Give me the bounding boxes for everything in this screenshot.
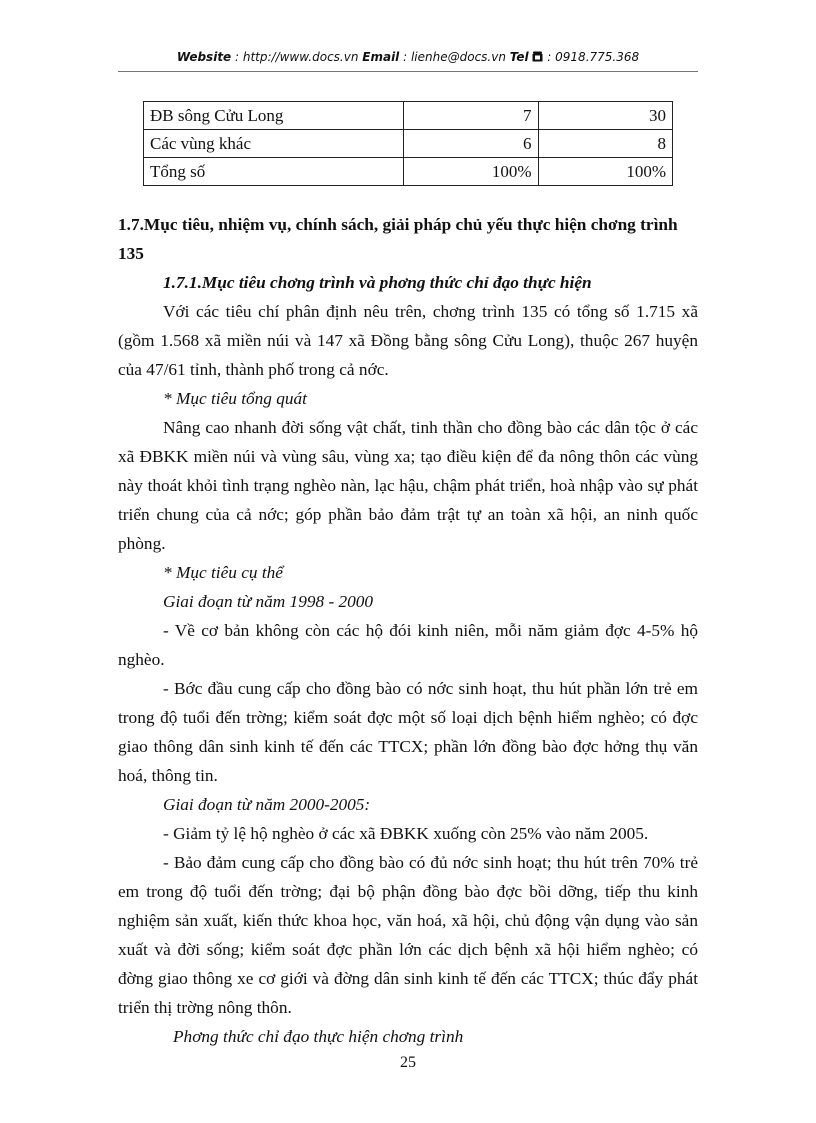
table-cell-value: 7 (404, 102, 539, 130)
email-label: Email (362, 50, 400, 64)
table-cell-label: Tổng số (144, 158, 404, 186)
table-cell-value: 30 (538, 102, 673, 130)
website-value: : http://www.docs.vn (231, 50, 363, 64)
document-body (118, 210, 698, 1051)
table-row (144, 130, 673, 158)
page-number: 25 (400, 1054, 416, 1071)
goal-general-label: * Mục tiêu tổng quát (163, 389, 307, 408)
table-row (144, 102, 673, 130)
paragraph: Nâng cao nhanh đời sống vật chất, tinh thần cho đồng bào các dân tộc ở các xã ĐBKK miền núi và vùng sâu, vùng xa; tạo điều kiện để đa nông thôn các vùng này thoát khỏi tình trạng nghèo nàn, lạc hậu, chậm phát triển, hoà nhập vào sự phát triển chung của cả nớc; góp phần bảo đảm trật tự an toàn xã hội, an ninh quốc phòng. (118, 418, 698, 553)
list-item: - Bảo đảm cung cấp cho đồng bào có đủ nớc sinh hoạt; thu hút trên 70% trẻ em trong độ tuổi đến trờng; đại bộ phận đồng bào đợc bồi dỡng, tiếp thu kinh nghiệm sản xuất, kiến thức khoa học, văn hoá, xã hội, chủ động vận dụng vào sản xuất và đời sống; kiểm soát đợc phần lớn các dịch bệnh xã hội hiểm nghèo; có đờng giao thông xe cơ giới và đờng dân sinh kinh tế đến các TTCX; thúc đẩy phát triển thị trờng nông thôn. (118, 853, 698, 1017)
goal-specific-label: * Mục tiêu cụ thể (163, 563, 283, 582)
region-table (143, 101, 673, 186)
table-cell-label: Các vùng khác (144, 130, 404, 158)
subsection-heading: 1.7.1.Mục tiêu chơng trình và phơng thức chỉ đạo thực hiện (163, 273, 592, 292)
tel-value: : 0918.775.368 (543, 50, 640, 64)
section-heading: 1.7.Mục tiêu, nhiệm vụ, chính sách, giải pháp chủ yếu thực hiện chơng trình 135 (118, 215, 678, 263)
tel-label: Tel (509, 50, 529, 64)
list-item: - Giảm tỷ lệ hộ nghèo ở các xã ĐBKK xuống còn 25% vào năm 2005. (163, 824, 649, 843)
method-label: Phơng thức chỉ đạo thực hiện chơng trình (173, 1027, 464, 1046)
paragraph: Với các tiêu chí phân định nêu trên, chơng trình 135 có tổng số 1.715 xã (gồm 1.568 xã miền núi và 147 xã Đồng bằng sông Cửu Long), thuộc 267 huyện của 47/61 tỉnh, thành phố trong cả nớc. (118, 302, 698, 379)
phase-label: Giai đoạn từ năm 1998 - 2000 (163, 592, 374, 611)
table-cell-value: 100% (404, 158, 539, 186)
website-label: Website (176, 50, 232, 64)
list-item: - Về cơ bản không còn các hộ đói kinh niên, mỗi năm giảm đợc 4-5% hộ nghèo. (118, 621, 698, 669)
table-cell-value: 100% (538, 158, 673, 186)
list-item: - Bớc đầu cung cấp cho đồng bào có nớc sinh hoạt, thu hút phần lớn trẻ em trong độ tuổi đến trờng; kiểm soát đợc một số loại dịch bệnh hiểm nghèo; có đợc giao thông dân sinh kinh tế đến các TTCX; phần lớn đồng bào đợc hởng thụ văn hoá, thông tin. (118, 679, 698, 785)
table-cell-value: 6 (404, 130, 539, 158)
table-row (144, 158, 673, 186)
page-header (118, 50, 698, 65)
phone-icon (532, 51, 543, 65)
phase-label: Giai đoạn từ năm 2000-2005: (163, 795, 371, 814)
email-value: : lienhe@docs.vn (399, 50, 510, 64)
table-cell-value: 8 (538, 130, 673, 158)
header-divider (118, 71, 698, 72)
table-cell-label: ĐB sông Cửu Long (144, 102, 404, 130)
